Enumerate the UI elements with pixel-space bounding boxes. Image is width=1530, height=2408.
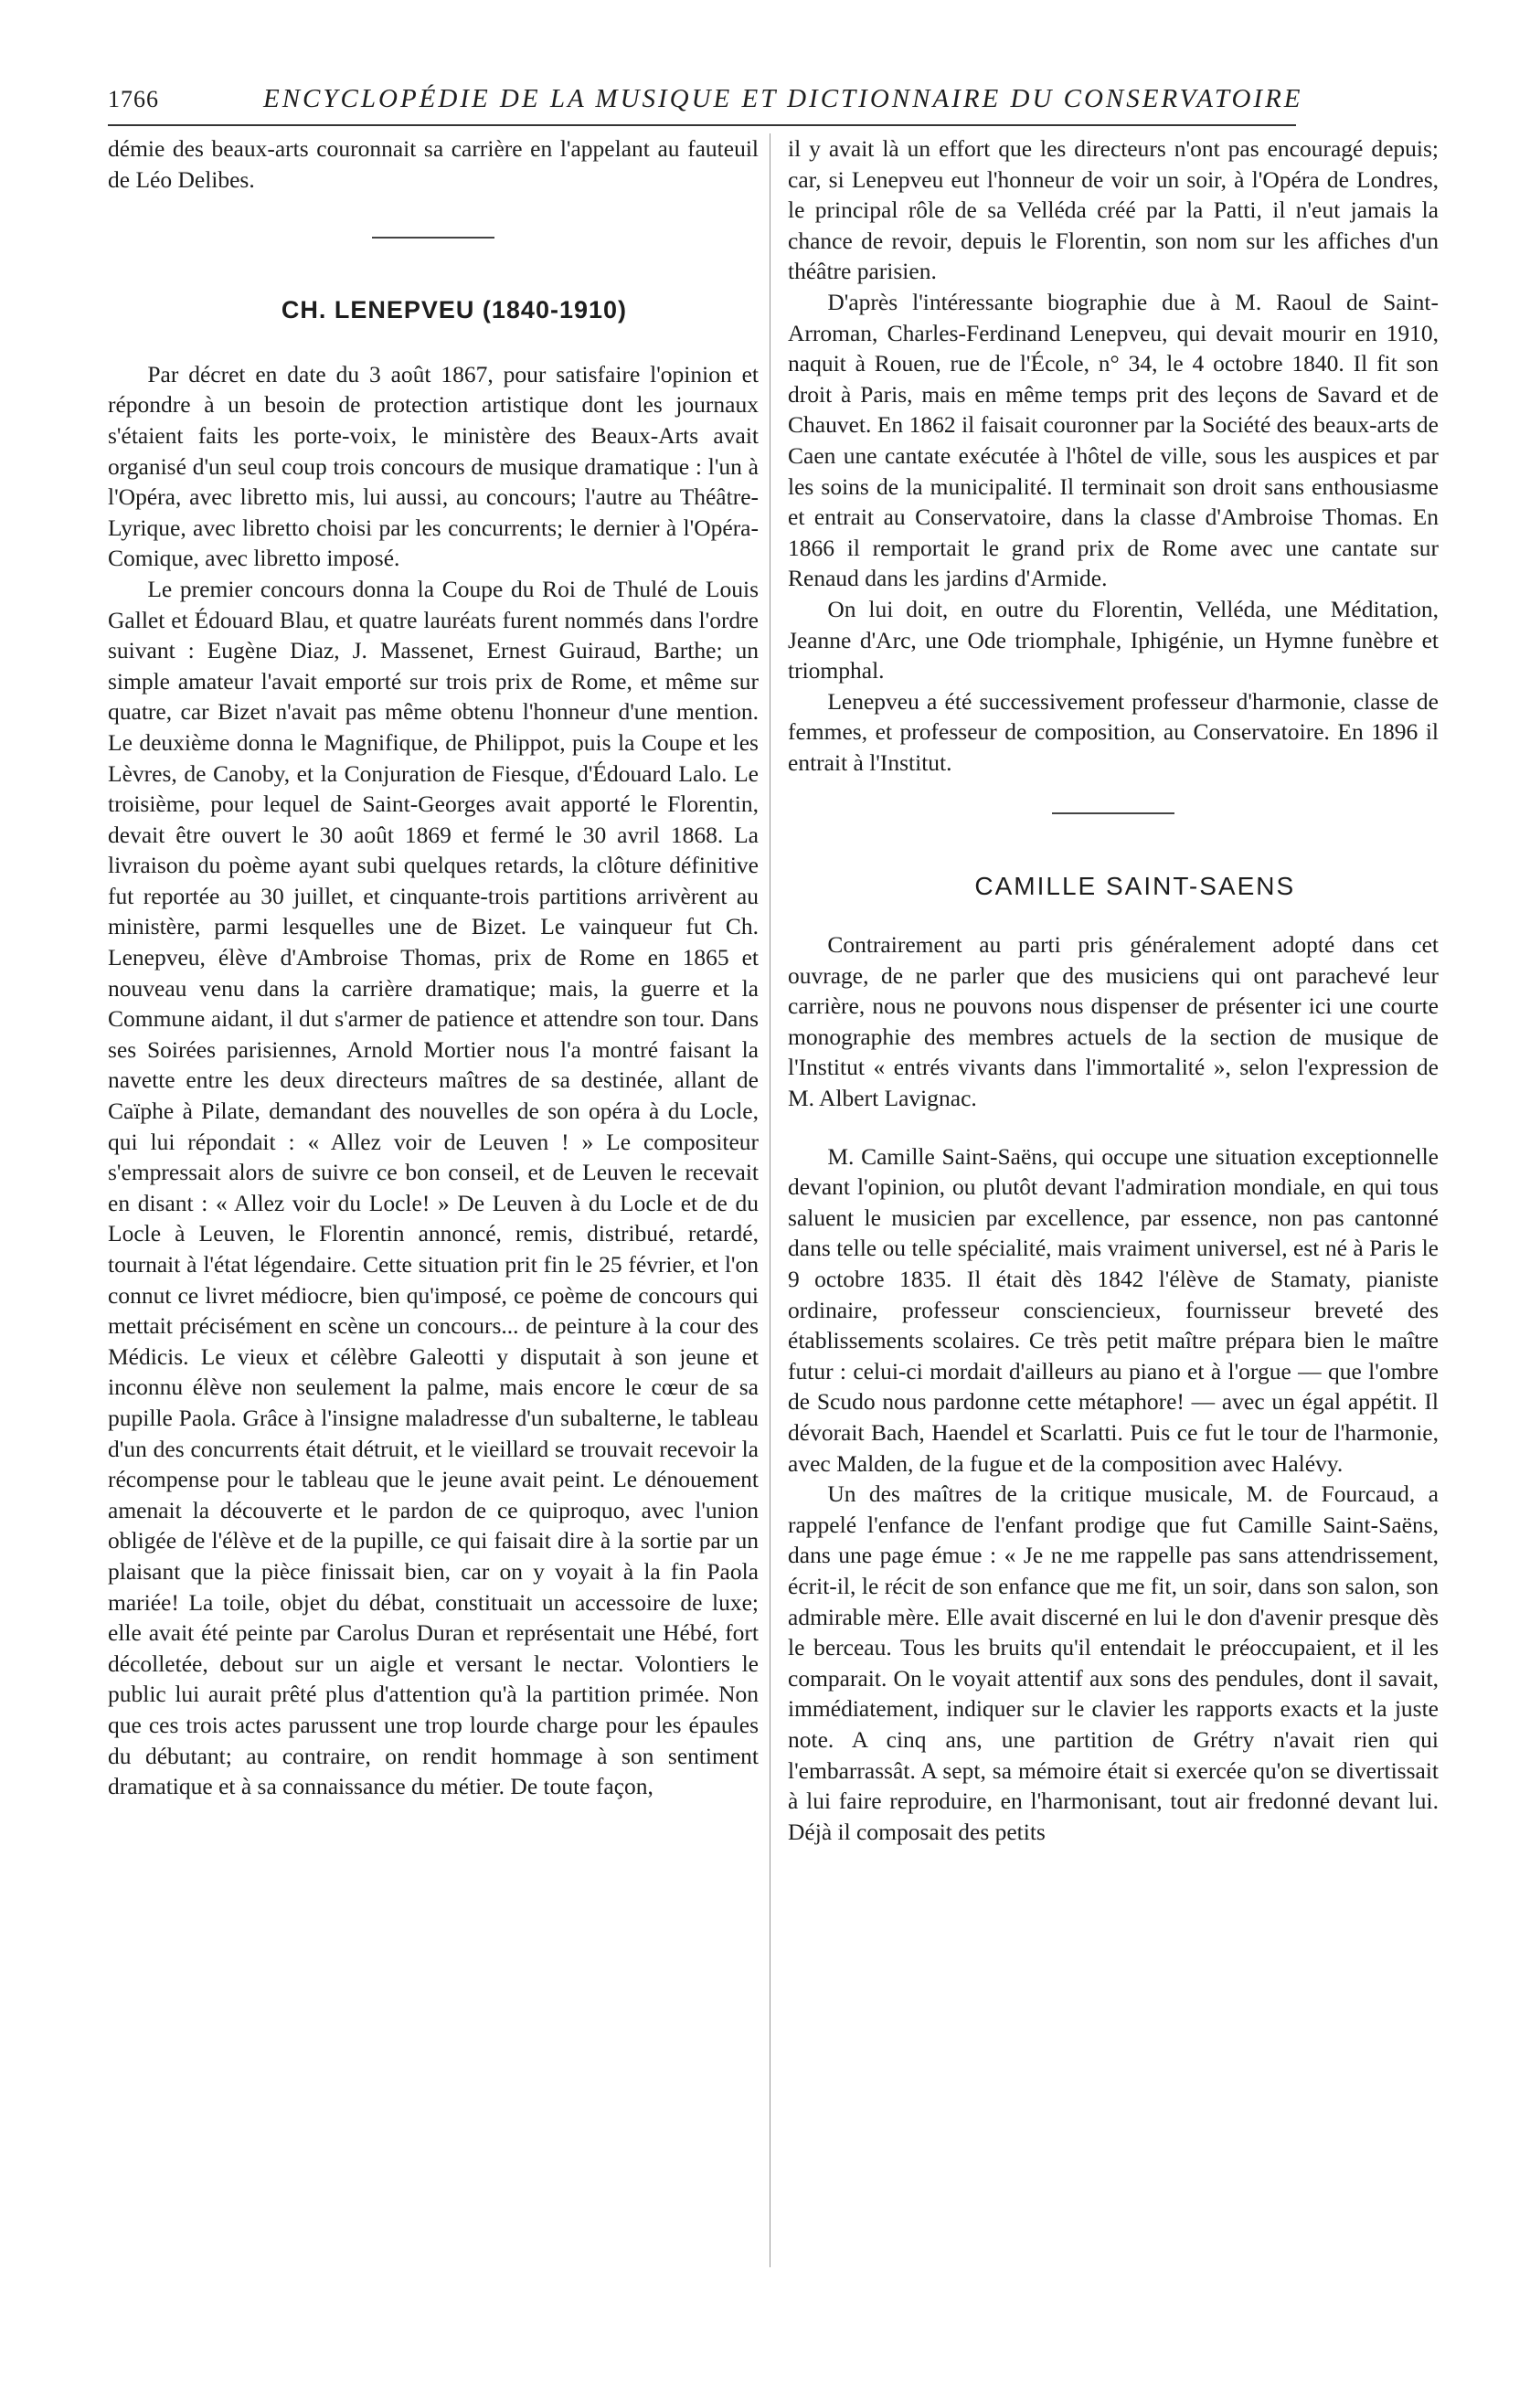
running-header bbox=[108, 84, 1303, 126]
paragraph: Un des maîtres de la critique musicale, M. de Fourcaud, a rappelé l'enfance de l'enfant prodige que fut Camille Saint-Saëns, dans une page émue : « Je ne me rappelle pas sans attendrissement, écrit-il, le récit de son enfance que me fit, un soir, dans son salon, son admirable mère. Elle avait discerné en lui le don d'avenir presque dès le berceau. Tous les bruits qu'il entendait le préoccupaient, et il les comparait. On le voyait attentif aux sons des pendules, dont il savait, immédiatement, indiquer sur le clavier les rapports exacts et la juste note. A cinq ans, une partition de Grétry n'avait rien qui l'embarrassât. A sept, sa mémoire était si exercée qu'on se divertissait à lui faire reproduire, en l'harmonisant, tout air fredonné devant lui. Déjà il composait des petits bbox=[788, 1480, 1439, 1845]
paragraph: Le premier concours donna la Coupe du Roi de Thulé de Louis Gallet et Édouard Blau, et quatre lauréats furent nommés dans l'ordre suivant : Eugène Diaz, J. Massenet, Ernest Guiraud, Barthe; un simple amateur l'avait emporté sur trois prix de Rome, et même sur quatre, car Bizet n'avait pas même obtenu l'honneur d'une mention. Le deuxième donna le Magnifique, de Philippot, puis la Coupe et les Lèvres, de Canoby, et la Conjuration de Fiesque, d'Édouard Lalo. Le troisième, pour lequel de Saint-Georges avait apporté le Florentin, devait être ouvert le 30 août 1869 et fermé le 30 avril 1868. La livraison du poème ayant subi quelques retards, la clôture définitive fut reportée au 30 juillet, et cinquante-trois partitions arrivèrent au ministère, parmi lesquelles une de Bizet. Le vainqueur fut Ch. Lenepveu, élève d'Ambroise Thomas, prix de Rome en 1865 et nouveau venu dans la carrière dramatique; mais, la guerre et la Commune aidant, il dut s'armer de patience et attendre son tour. Dans ses Soirées parisiennes, Arnold Mortier nous l'a montré faisant la navette entre les deux directeurs maîtres de sa destinée, allant de Caïphe à Pilate, demandant des nouvelles de son opéra à du Locle, qui lui répondait : « Allez voir de Leuven ! » Le compositeur s'empressait alors de suivre ce bon conseil, et de Leuven le recevait en disant : « Allez voir du Locle! » De Leuven à du Locle et de du Locle à Leuven, le Florentin annoncé, remis, distribué, retardé, tournait à l'état légendaire. Cette situation prit fin le 25 février, et l'on connut ce livret médiocre, bien qu'imposé, ce poème de concours qui mettait précisément en scène un concours... de peinture à la cour des Médicis. Le vieux et célèbre Galeotti y disputait à son jeune et inconnu élève non seulement la palme, mais encore le cœur de sa pupille Paola. Grâce à l'insigne maladresse d'un subalterne, le tableau d'un des concurrents était détruit, et le vieillard se trouvait recevoir la récompense pour le tableau que le jeune avait peint. Le dénouement amenait la découverte et le pardon de ce quiproquo, avec l'union obligée de l'élève et de la pupille, ce qui faisait dire à la sortie par un plaisant que la pièce finissait bien, car on y voyait à la fin Paola mariée! La toile, objet du débat, constituait un accessoire de luxe; elle avait été peinte par Carolus Duran et représentait une Hébé, fort décolletée, debout sur un aigle et versant le nectar. Volontiers le public lui aurait prêté plus d'attention qu'à la partition primée. Non que ces trois actes parussent une trop lourde charge pour les épaules du débutant; au contraire, on rendit hommage à son sentiment dramatique et à sa connaissance du métier. De toute façon, bbox=[108, 575, 759, 1800]
running-title: ENCYCLOPÉDIE DE LA MUSIQUE ET DICTIONNAIRE DU CONSERVATOIRE bbox=[263, 84, 1303, 113]
left-column bbox=[108, 133, 759, 1802]
paragraph: M. Camille Saint-Saëns, qui occupe une situation exceptionnelle devant l'opinion, ou plutôt devant l'admiration mondiale, en qui tous saluent le musicien par excellence, par essence, non pas cantonné dans telle ou telle spécialité, mais vraiment universel, est né à Paris le 9 octobre 1835. Il était dès 1842 l'élève de Stamaty, pianiste ordinaire, professeur consciencieux, fournisseur breveté des établissements scolaires. Ce très petit maître prépara bien le maître futur : celui-ci mordait d'ailleurs au piano et à l'orgue — que l'ombre de Scudo nous pardonne cette métaphore! — avec un égal appétit. Il dévorait Bach, Haendel et Scarlatti. Puis ce fut le tour de l'harmonie, avec Malden, de la fugue et de la composition avec Halévy. bbox=[788, 1142, 1439, 1477]
section-title-lenepveu: CH. LENEPVEU (1840-1910) bbox=[281, 296, 628, 324]
paragraph: On lui doit, en outre du Florentin, Velléda, une Méditation, Jeanne d'Arc, une Ode triomphale, Iphigénie, un Hymne funèbre et triomphal. bbox=[788, 595, 1439, 684]
paragraph: démie des beaux-arts couronnait sa carrière en l'appelant au fauteuil de Léo Delibes. bbox=[108, 135, 759, 193]
paragraph: il y avait là un effort que les directeurs n'ont pas encouragé depuis; car, si Lenepveu eut l'honneur de voir un soir, à l'Opéra de Londres, le principal rôle de sa Velléda créé par la Patti, il n'eut jamais la chance de revoir, depuis le Florentin, son nom sur les affiches d'un théâtre parisien. bbox=[788, 135, 1439, 285]
paragraph: Par décret en date du 3 août 1867, pour satisfaire l'opinion et répondre à un besoin de protection artistique dont les journaux s'étaient faits les porte-voix, le ministère des Beaux-Arts avait organisé d'un seul coup trois concours de musique dramatique : l'un à l'Opéra, avec libretto mis, lui aussi, au concours; l'autre au Théâtre-Lyrique, avec libretto choisi par les concurrents; le dernier à l'Opéra-Comique, avec libretto imposé. bbox=[108, 360, 759, 572]
paragraph: D'après l'intéressante biographie due à M. Raoul de Saint-Arroman, Charles-Ferdinand Lenepveu, qui devait mourir en 1910, naquit à Rouen, rue de l'École, n° 34, le 4 octobre 1840. Il fit son droit à Paris, mais en même temps prit des leçons de Savard et de Chauvet. En 1862 il faisait couronner par la Société des beaux-arts de Caen une cantate exécutée à l'hôtel de ville, sous les auspices et par les soins de la municipalité. Il terminait son droit sans enthousiasme et entrait au Conservatoire, dans la classe d'Ambroise Thomas. En 1866 il remportait le grand prix de Rome avec une cantate sur Renaud dans les jardins d'Armide. bbox=[788, 288, 1439, 592]
page-number: 1766 bbox=[108, 86, 159, 112]
right-column bbox=[788, 133, 1439, 1847]
section-title-saint-saens: CAMILLE SAINT-SAENS bbox=[974, 872, 1296, 901]
paragraph: Lenepveu a été successivement professeur d'harmonie, classe de femmes, et professeur de composition, au Conservatoire. En 1896 il entrait à l'Institut. bbox=[788, 687, 1439, 776]
paragraph: Contrairement au parti pris généralement adopté dans cet ouvrage, de ne parler que des musiciens qui ont parachevé leur carrière, nous ne pouvons nous dispenser de présenter ici une courte monographie des membres actuels de la section de musique de l'Institut « entrés vivants dans l'immortalité », selon l'expression de M. Albert Lavignac. bbox=[788, 931, 1439, 1112]
